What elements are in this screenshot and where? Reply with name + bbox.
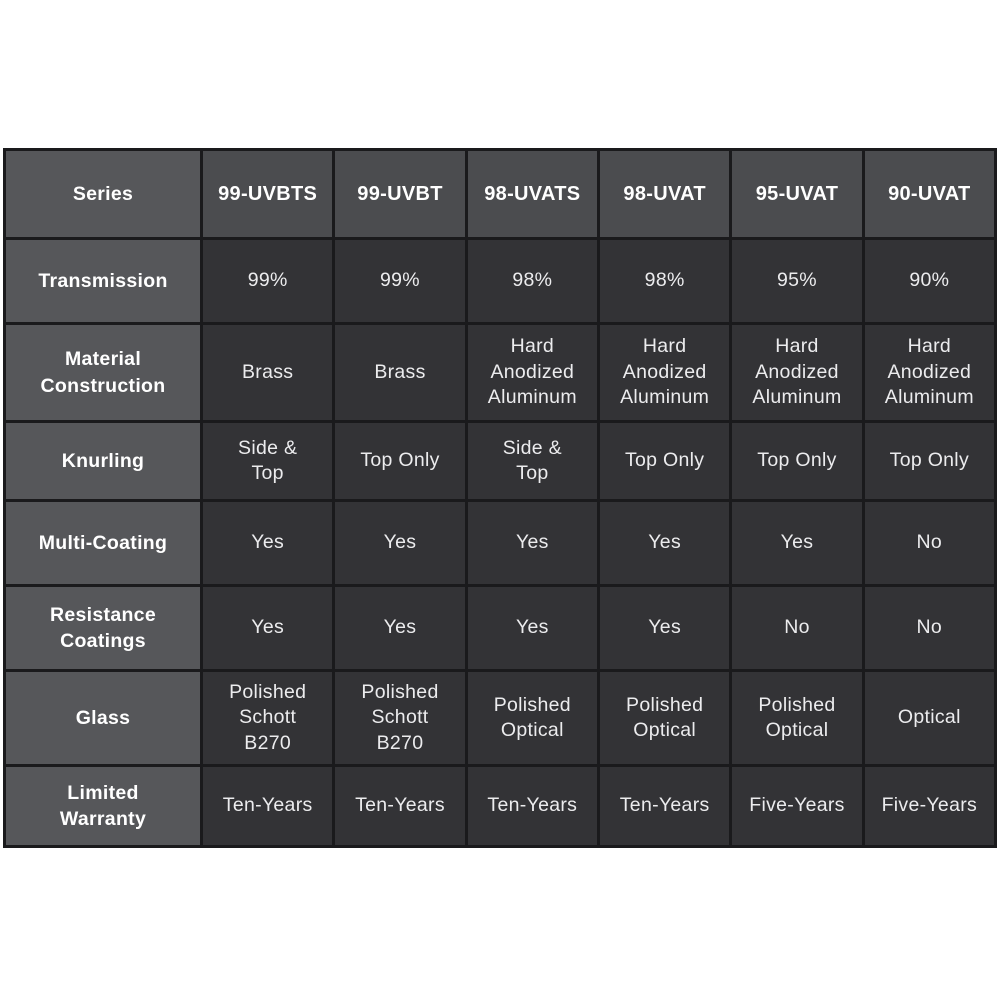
table-cell: Side & Top	[202, 422, 334, 501]
table-cell: Ten-Years	[202, 766, 334, 847]
table-cell: 98%	[598, 239, 730, 324]
header-cell-90-uvat: 90-UVAT	[863, 150, 995, 239]
table-row-resistance-coatings	[5, 586, 996, 671]
table-cell: Hard Anodized Aluminum	[731, 324, 863, 422]
table-cell: 90%	[863, 239, 995, 324]
table-cell: Yes	[466, 501, 598, 586]
table-row-limited-warranty	[5, 766, 996, 847]
table-cell: No	[863, 501, 995, 586]
header-cell-98-uvats: 98-UVATS	[466, 150, 598, 239]
table-cell: Ten-Years	[334, 766, 466, 847]
table-cell: Brass	[334, 324, 466, 422]
table-cell: Polished Schott B270	[202, 671, 334, 766]
table-cell: Hard Anodized Aluminum	[466, 324, 598, 422]
table-cell: Yes	[731, 501, 863, 586]
table-cell: Ten-Years	[466, 766, 598, 847]
table-cell: Hard Anodized Aluminum	[598, 324, 730, 422]
table-cell: Hard Anodized Aluminum	[863, 324, 995, 422]
row-label-material-construction: Material Construction	[5, 324, 202, 422]
table-cell: Brass	[202, 324, 334, 422]
table-cell: Yes	[334, 501, 466, 586]
header-cell-series: Series	[5, 150, 202, 239]
table-cell: Polished Optical	[598, 671, 730, 766]
table-cell: Top Only	[863, 422, 995, 501]
table-row-knurling	[5, 422, 996, 501]
table-cell: Top Only	[598, 422, 730, 501]
table-cell: Yes	[598, 501, 730, 586]
row-label-limited-warranty: Limited Warranty	[5, 766, 202, 847]
spec-comparison-table	[3, 148, 997, 848]
table-cell: 99%	[334, 239, 466, 324]
row-label-multi-coating: Multi-Coating	[5, 501, 202, 586]
table-cell: Yes	[466, 586, 598, 671]
row-label-knurling: Knurling	[5, 422, 202, 501]
table-row-transmission	[5, 239, 996, 324]
table-cell: 99%	[202, 239, 334, 324]
header-cell-99-uvbts: 99-UVBTS	[202, 150, 334, 239]
table-cell: No	[863, 586, 995, 671]
table-header-row	[5, 150, 996, 239]
table-cell: Five-Years	[731, 766, 863, 847]
table-cell: Polished Optical	[731, 671, 863, 766]
table-cell: Optical	[863, 671, 995, 766]
table-cell: Five-Years	[863, 766, 995, 847]
table-row-glass	[5, 671, 996, 766]
table-cell: Polished Schott B270	[334, 671, 466, 766]
table-cell: Ten-Years	[598, 766, 730, 847]
header-cell-98-uvat: 98-UVAT	[598, 150, 730, 239]
header-cell-99-uvbt: 99-UVBT	[334, 150, 466, 239]
row-label-resistance-coatings: Resistance Coatings	[5, 586, 202, 671]
table-cell: No	[731, 586, 863, 671]
table-cell: Side & Top	[466, 422, 598, 501]
table-cell: 95%	[731, 239, 863, 324]
spec-comparison-table-wrap	[3, 148, 997, 848]
table-cell: Yes	[202, 586, 334, 671]
header-cell-95-uvat: 95-UVAT	[731, 150, 863, 239]
table-row-multi-coating	[5, 501, 996, 586]
row-label-transmission: Transmission	[5, 239, 202, 324]
table-cell: Polished Optical	[466, 671, 598, 766]
table-cell: Yes	[202, 501, 334, 586]
table-cell: Top Only	[334, 422, 466, 501]
table-cell: Top Only	[731, 422, 863, 501]
table-row-material-construction	[5, 324, 996, 422]
table-cell: Yes	[598, 586, 730, 671]
table-cell: Yes	[334, 586, 466, 671]
row-label-glass: Glass	[5, 671, 202, 766]
table-cell: 98%	[466, 239, 598, 324]
